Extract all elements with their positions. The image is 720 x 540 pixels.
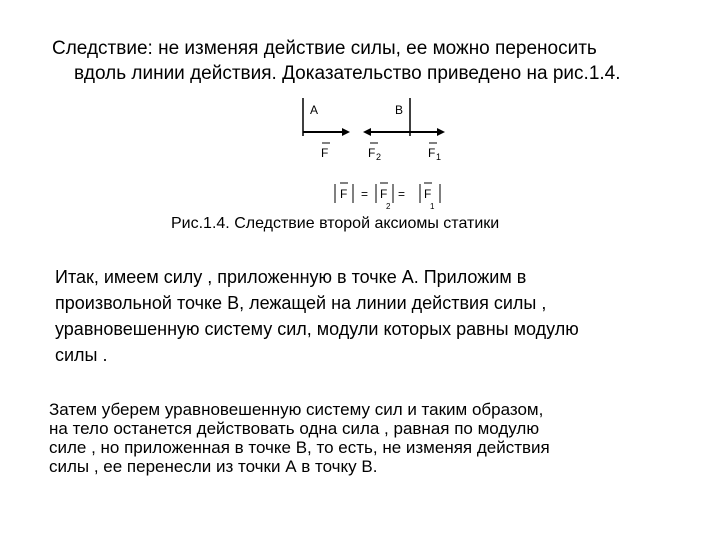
label-point-a: A (310, 103, 319, 117)
eq-f1: F (424, 187, 432, 201)
paragraph-1-line: уравновешенную систему сил, модули которых равны модулю (55, 319, 579, 339)
force-f-arrowhead (342, 128, 350, 136)
force-f2-arrowhead (363, 128, 371, 136)
eq-f2: F (380, 187, 388, 201)
paragraph-2-line: Затем уберем уравновешенную систему сил и таким образом, (49, 400, 544, 419)
paragraph-2-line: силе , но приложенная в точке В, то есть, не изменяя действия (49, 438, 550, 457)
force-f1-arrowhead (437, 128, 445, 136)
heading-line-1: Следствие: не изменяя действие силы, ее можно переносить (52, 38, 597, 59)
label-force-f1: F (428, 146, 436, 160)
label-force-f2-sub: 2 (376, 152, 382, 162)
paragraph-1-line: Итак, имеем силу , приложенную в точке А. Приложим в (55, 267, 527, 287)
eq-f2-sub: 2 (386, 202, 391, 211)
eq-f1-sub: 1 (430, 202, 435, 211)
label-force-f1-sub: 1 (436, 152, 442, 162)
heading-line-2: вдоль линии действия. Доказательство приведено на рис.1.4. (74, 63, 621, 84)
paragraph-2-line: силы , ее перенесли из точки А в точку В. (49, 457, 378, 476)
paragraph-1-line: силы . (55, 345, 108, 365)
paragraph-2-line: на тело останется действовать одна сила , равная по модулю (49, 419, 540, 438)
paragraph-1-line: произвольной точке В, лежащей на линии действия силы , (55, 293, 547, 313)
label-point-b: B (395, 103, 404, 117)
eq-sign-2: = (398, 187, 406, 201)
eq-sign-1: = (361, 187, 369, 201)
label-force-f2: F (368, 146, 376, 160)
label-force-f: F (321, 146, 329, 160)
figure-caption: Рис.1.4. Следствие второй аксиомы статики (171, 215, 500, 232)
eq-f: F (340, 187, 348, 201)
